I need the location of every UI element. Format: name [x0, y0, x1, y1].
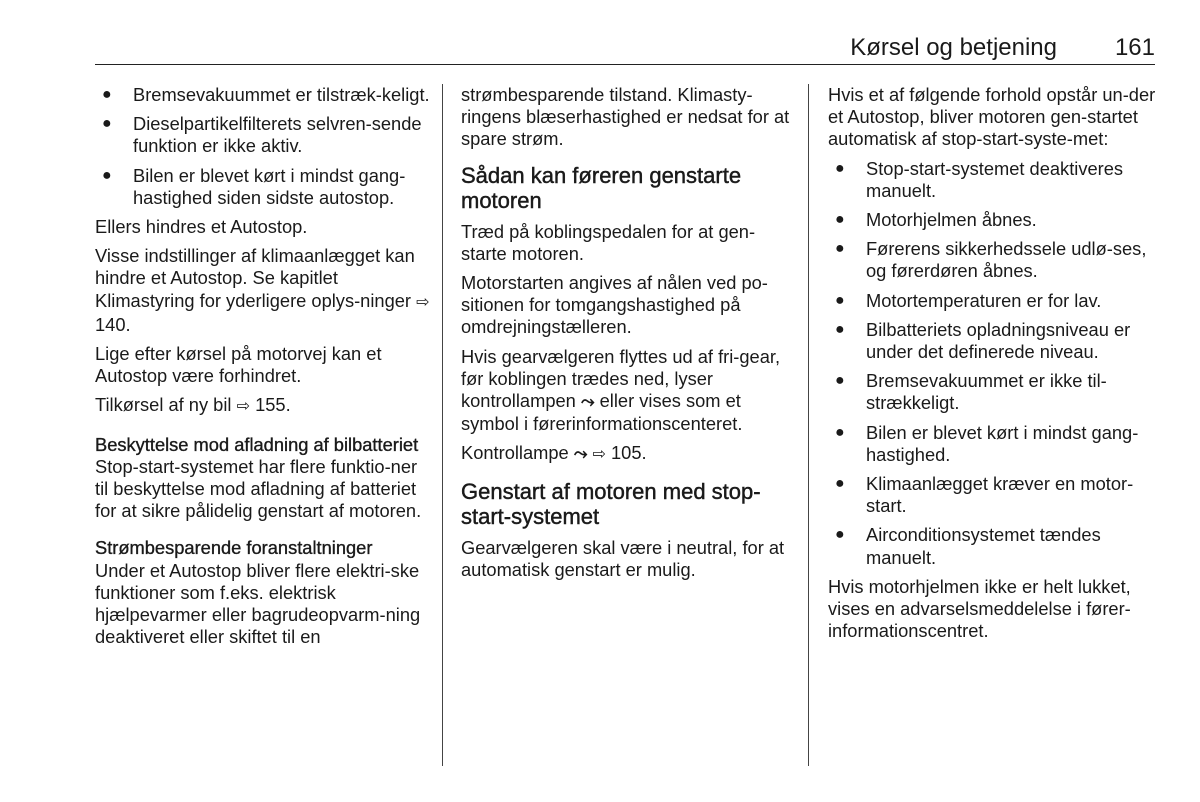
paragraph: Stop-start-systemet har flere funktio-ner til beskyttelse mod afladning af batteriet for at sikre pålidelig genstart af motoren. — [95, 455, 422, 522]
bullet-icon: ● — [835, 320, 845, 338]
list-item: ● Førerens sikkerhedssele udlø-ses, og førerdøren åbnes. — [835, 238, 1147, 282]
page-reference-icon: ⇨ — [236, 398, 250, 416]
paragraph: Tilkørsel af ny bil ⇨ 155. — [95, 394, 291, 416]
paragraph: Hvis et af følgende forhold opstår un-der et Autostop, bliver motoren gen-startet automatisk af stop-start-syste-met: — [828, 84, 1156, 150]
section-heading: Strømbesparende foranstaltninger — [95, 537, 373, 559]
bullet-list — [95, 84, 430, 209]
bullet-icon: ● — [102, 86, 112, 103]
column-1 — [95, 84, 430, 655]
list-item: ● Bilen er blevet kørt i mindst gang-hastighed. — [835, 421, 1139, 465]
list-item: ● Klimaanlægget kræver en motor-start. — [835, 473, 1134, 517]
list-item: ● Airconditionsystemet tændes manuelt. — [835, 524, 1101, 568]
bullet-icon: ● — [835, 526, 845, 544]
list-item: ● Bremsevakuummet er tilstræk-keligt. — [102, 84, 430, 105]
bullet-icon: ● — [102, 166, 112, 184]
list-item: ● Motorhjelmen åbnes. — [835, 209, 1037, 231]
column-2 — [461, 84, 791, 588]
column-3 — [828, 84, 1158, 649]
bullet-icon: ● — [835, 291, 845, 309]
column-divider — [442, 84, 443, 766]
page-number: 161 — [1114, 34, 1155, 61]
list-item: ● Dieselpartikelfilterets selvren-sende funktion er ikke aktiv. — [102, 113, 422, 157]
paragraph: Gearvælgeren skal være i neutral, for at automatisk genstart er mulig. — [461, 536, 785, 580]
section-heading: Sådan kan føreren genstarte motoren — [461, 162, 742, 213]
control-lamp-icon: ⤳ — [580, 392, 595, 412]
paragraph: Motorstarten angives af nålen ved po-sitionen for tomgangshastighed på omdrejningstælleren. — [461, 272, 768, 338]
chapter-title: Kørsel og betjening — [850, 34, 1057, 61]
list-item: ● Bilbatteriets opladningsniveau er under det definerede niveau. — [835, 318, 1131, 363]
bullet-icon: ● — [835, 211, 845, 229]
section-heading: Genstart af motoren med stop-start-systemet — [461, 478, 761, 529]
page-header — [95, 30, 1155, 65]
paragraph: Kontrollampe ⤳ ⇨ 105. — [461, 442, 647, 464]
section-heading: Beskyttelse mod afladning af bilbatteriet — [95, 433, 419, 455]
page-reference[interactable]: 140. — [95, 313, 131, 335]
bullet-list — [828, 158, 1158, 569]
page-reference-icon: ⇨ — [592, 446, 606, 464]
bullet-icon: ● — [835, 475, 845, 493]
bullet-icon: ● — [835, 159, 845, 177]
paragraph: Lige efter kørsel på motorvej kan et Autostop være forhindret. — [95, 343, 382, 387]
bullet-icon: ● — [835, 240, 845, 258]
paragraph: strømbesparende tilstand. Klimasty-ringens blæserhastighed er nedsat for at spare strøm. — [461, 84, 790, 150]
paragraph: Under et Autostop bliver flere elektri-ske funktioner som f.eks. elektrisk hjælpevarmer eller bagrudeopvarm-ning deaktiveret eller skiftet til en — [95, 559, 421, 648]
list-item: ● Bremsevakuummet er ikke til-strækkeligt. — [835, 370, 1107, 414]
page-reference[interactable]: 155. — [255, 394, 291, 416]
paragraph: Hvis motorhjelmen ikke er helt lukket, vises en advarselsmeddelelse i fører-informationscentret. — [828, 575, 1131, 642]
bullet-icon: ● — [835, 423, 845, 441]
list-item: ● Stop-start-systemet deaktiveres manuelt. — [835, 157, 1124, 201]
page-reference-icon: ⇨ — [416, 293, 430, 311]
list-item: ● Bilen er blevet kørt i mindst gang-hastighed siden sidste autostop. — [102, 164, 406, 208]
paragraph: Hvis gearvælgeren flyttes ud af fri-gear, før koblingen trædes ned, lyser kontrollampen ⤳ eller vises som et symbol i førerinformationscenteret. — [461, 345, 781, 435]
bullet-icon: ● — [835, 372, 845, 390]
control-lamp-icon: ⤳ — [573, 444, 588, 464]
paragraph: Træd på koblingspedalen for at gen-starte motoren. — [461, 220, 756, 264]
paragraph: Ellers hindres et Autostop. — [95, 216, 308, 238]
bullet-icon: ● — [102, 115, 112, 133]
page-reference[interactable]: 105. — [611, 442, 647, 464]
list-item: ● Motortemperaturen er for lav. — [835, 289, 1102, 311]
column-divider — [808, 84, 809, 766]
paragraph: Visse indstillinger af klimaanlægget kan hindre et Autostop. Se kapitlet Klimastyring for yderligere oplys-ninger ⇨ 140. — [95, 245, 430, 335]
